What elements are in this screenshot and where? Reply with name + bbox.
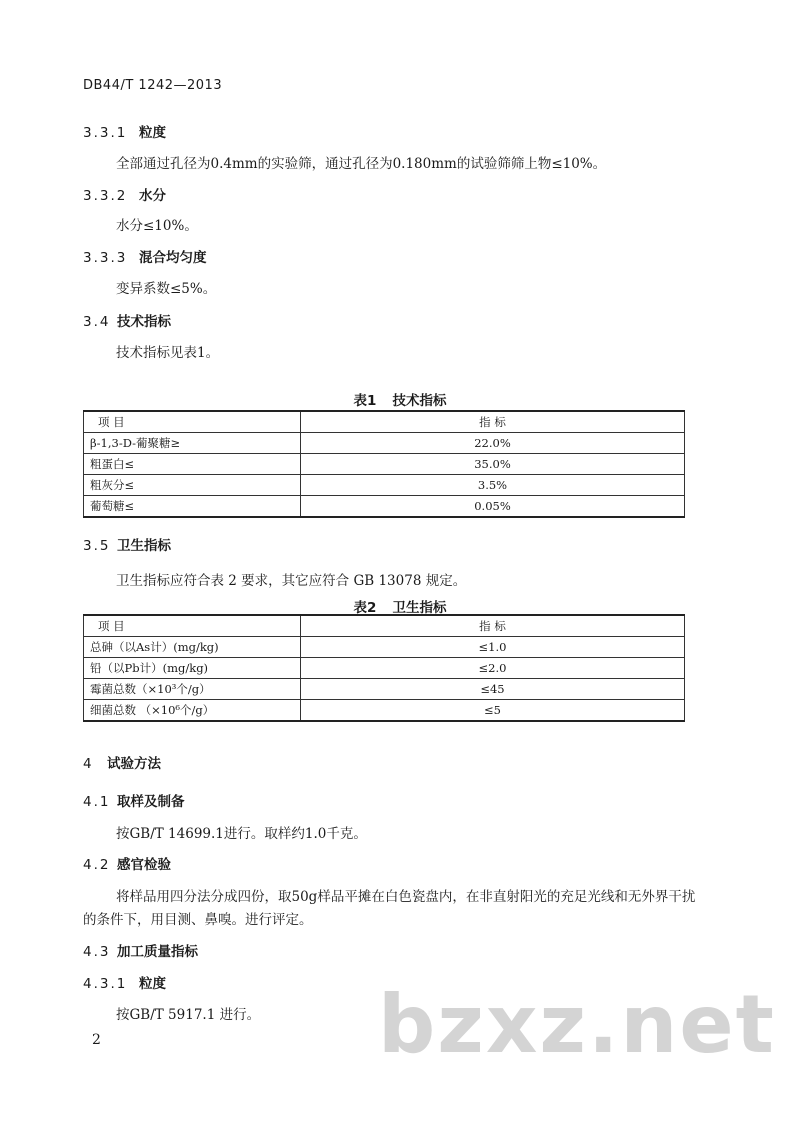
section-number: 4.1 (83, 794, 111, 810)
heading-3-3-3 (83, 246, 207, 266)
paragraph-sampling: 按GB/T 14699.1进行。取样约1.0千克。 (116, 826, 367, 842)
paragraph-sensory-line2: 的条件下，用目测、鼻嗅。进行评定。 (83, 912, 313, 928)
section-title: 试验方法 (107, 756, 161, 772)
cell-item: β-1,3-D-葡聚糖≥ (84, 433, 301, 454)
cell-item: 铅（以Pb计）(mg/kg) (84, 658, 301, 679)
section-title: 技术指标 (117, 314, 171, 330)
paragraph-moisture: 水分≤10%。 (116, 218, 198, 234)
section-number: 3.3.2 (83, 188, 128, 204)
cell-value: ≤5 (301, 700, 685, 722)
table-row (84, 454, 685, 475)
heading-4 (83, 752, 161, 772)
heading-3-3-2 (83, 184, 166, 204)
section-number: 3.4 (83, 314, 111, 330)
watermark: bzxz.net (378, 978, 776, 1071)
section-title: 加工质量指标 (117, 944, 198, 960)
table-row (84, 637, 685, 658)
heading-4-3-1 (83, 972, 166, 992)
caption-title: 技术指标 (392, 393, 447, 409)
heading-3-3-1 (83, 121, 166, 141)
cell-item: 葡萄糖≤ (84, 496, 301, 518)
header-cell-item: 项 目 (84, 615, 301, 637)
caption-number: 表2 (353, 600, 377, 616)
section-number: 4.3.1 (83, 976, 128, 992)
table-row (84, 475, 685, 496)
cell-value: 3.5% (301, 475, 685, 496)
section-title: 粒度 (139, 125, 166, 141)
section-title: 水分 (139, 188, 166, 204)
table-header-row (84, 615, 685, 637)
section-title: 混合均匀度 (139, 250, 207, 266)
paragraph-sensory-line1: 将样品用四分法分成四份，取50g样品平摊在白色瓷盘内，在非直射阳光的充足光线和无外界干扰 (116, 889, 696, 905)
header-cell-item: 项 目 (84, 411, 301, 433)
section-number: 3.3.1 (83, 125, 128, 141)
header-cell-indicator: 指 标 (301, 411, 685, 433)
table-row (84, 496, 685, 518)
section-number: 4 (83, 756, 94, 772)
cell-value: ≤1.0 (301, 637, 685, 658)
paragraph-granularity-method: 按GB/T 5917.1 进行。 (116, 1007, 261, 1023)
heading-4-1 (83, 790, 185, 810)
heading-3-4 (83, 310, 171, 330)
heading-3-5 (83, 534, 171, 554)
paragraph-granularity: 全部通过孔径为0.4mm的实验筛，通过孔径为0.180mm的试验筛筛上物≤10%。 (116, 156, 607, 172)
cell-value: 35.0% (301, 454, 685, 475)
cell-value: 22.0% (301, 433, 685, 454)
cell-value: 0.05% (301, 496, 685, 518)
table2-hygiene-indicators (83, 614, 685, 722)
caption-number: 表1 (353, 393, 377, 409)
section-title: 粒度 (139, 976, 166, 992)
table1-technical-indicators (83, 410, 685, 518)
cell-item: 总砷（以As计）(mg/kg) (84, 637, 301, 658)
section-title: 感官检验 (117, 857, 171, 873)
cell-item: 细菌总数 （×10⁶个/g） (84, 700, 301, 722)
cell-item: 粗灰分≤ (84, 475, 301, 496)
table-row (84, 433, 685, 454)
table-row (84, 700, 685, 722)
document-id: DB44/T 1242—2013 (83, 78, 223, 93)
table1-caption (0, 389, 800, 409)
cell-item: 霉菌总数（×10³个/g） (84, 679, 301, 700)
page-number: 2 (92, 1032, 101, 1048)
table-row (84, 679, 685, 700)
caption-title: 卫生指标 (392, 600, 447, 616)
cell-value: ≤2.0 (301, 658, 685, 679)
section-number: 3.5 (83, 538, 111, 554)
cell-item: 粗蛋白≤ (84, 454, 301, 475)
paragraph-hygiene-ref: 卫生指标应符合表 2 要求，其它应符合 GB 13078 规定。 (116, 573, 467, 589)
header-cell-indicator: 指 标 (301, 615, 685, 637)
table2-caption (0, 596, 800, 616)
table-header-row (84, 411, 685, 433)
section-number: 3.3.3 (83, 250, 128, 266)
table-row (84, 658, 685, 679)
section-title: 卫生指标 (117, 538, 171, 554)
section-number: 4.2 (83, 857, 111, 873)
section-title: 取样及制备 (117, 794, 185, 810)
paragraph-uniformity: 变异系数≤5%。 (116, 281, 217, 297)
cell-value: ≤45 (301, 679, 685, 700)
paragraph-tech-ref: 技术指标见表1。 (116, 345, 220, 361)
heading-4-3 (83, 940, 198, 960)
heading-4-2 (83, 853, 171, 873)
section-number: 4.3 (83, 944, 111, 960)
